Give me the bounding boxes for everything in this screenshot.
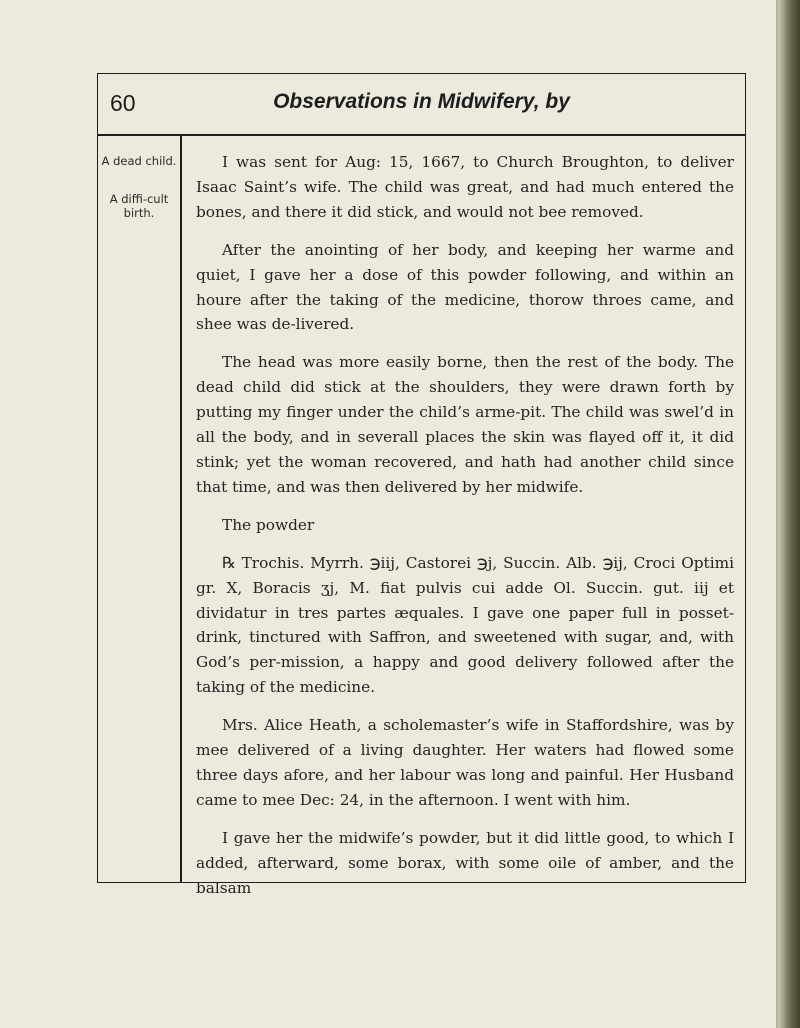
header-rule: [98, 134, 745, 136]
paragraph: The head was more easily borne, then the rest of the body. The dead child did stick at the shoulders, they were drawn forth by putting my finger under the child’s arme-pit. The child was swel’d in all the body, and in severall places the skin was flayed off it, it did stink; yet the woman recovered, and hath had another child since that time, and was then delivered by her midwife.: [196, 353, 734, 496]
margin-column: [98, 136, 180, 882]
paragraph: I was sent for Aug: 15, 1667, to Church Broughton, to deliver Isaac Saint’s wife. The child was great, and had much entered the bones, and there it did stick, and would not bee removed.: [196, 153, 734, 221]
paragraph: Mrs. Alice Heath, a scholemaster’s wife in Staffordshire, was by mee delivered of a living daughter. Her waters had flowed some three days afore, and her labour was long and painful. Her Husband came to mee Dec: 24, in the afternoon. I went with him.: [196, 716, 734, 809]
page-header: [98, 74, 745, 136]
running-head: Observations in Midwifery, by: [273, 90, 570, 113]
recipe-paragraph: ℞ Trochis. Myrrh. ℈iij, Castorei ℈j, Succin. Alb. ℈ij, Croci Optimi gr. X, Boracis ʒj, M. fiat pulvis cui adde Ol. Succin. gut. iij et dividatur in tres partes æquales. I gave one paper full in posset-drink, tinctured with Saffron, and sweetened with sugar, and, with God’s per-mission, a happy and good delivery followed after the taking of the medicine.: [196, 553, 734, 697]
page-frame: [97, 73, 746, 897]
paragraph: I gave her the midwife’s powder, but it did little good, to which I added, afterward, some borax, with some oile of amber, and the balsam: [196, 828, 734, 897]
main-text: [196, 150, 734, 900]
column-rule: [180, 136, 182, 882]
margin-note-difficult-birth: A diffi-cult birth.: [109, 192, 169, 220]
recipe-heading: The powder: [222, 515, 315, 534]
paragraph: After the anointing of her body, and keeping her warme and quiet, I gave her a dose of this powder following, and within an houre after the taking of the medicine, thorow throes came, and shee was de-livered.: [196, 240, 734, 334]
margin-note-dead-child: A dead child.: [101, 154, 177, 168]
book-spine: [778, 0, 800, 1028]
page-number: 60: [110, 90, 136, 116]
